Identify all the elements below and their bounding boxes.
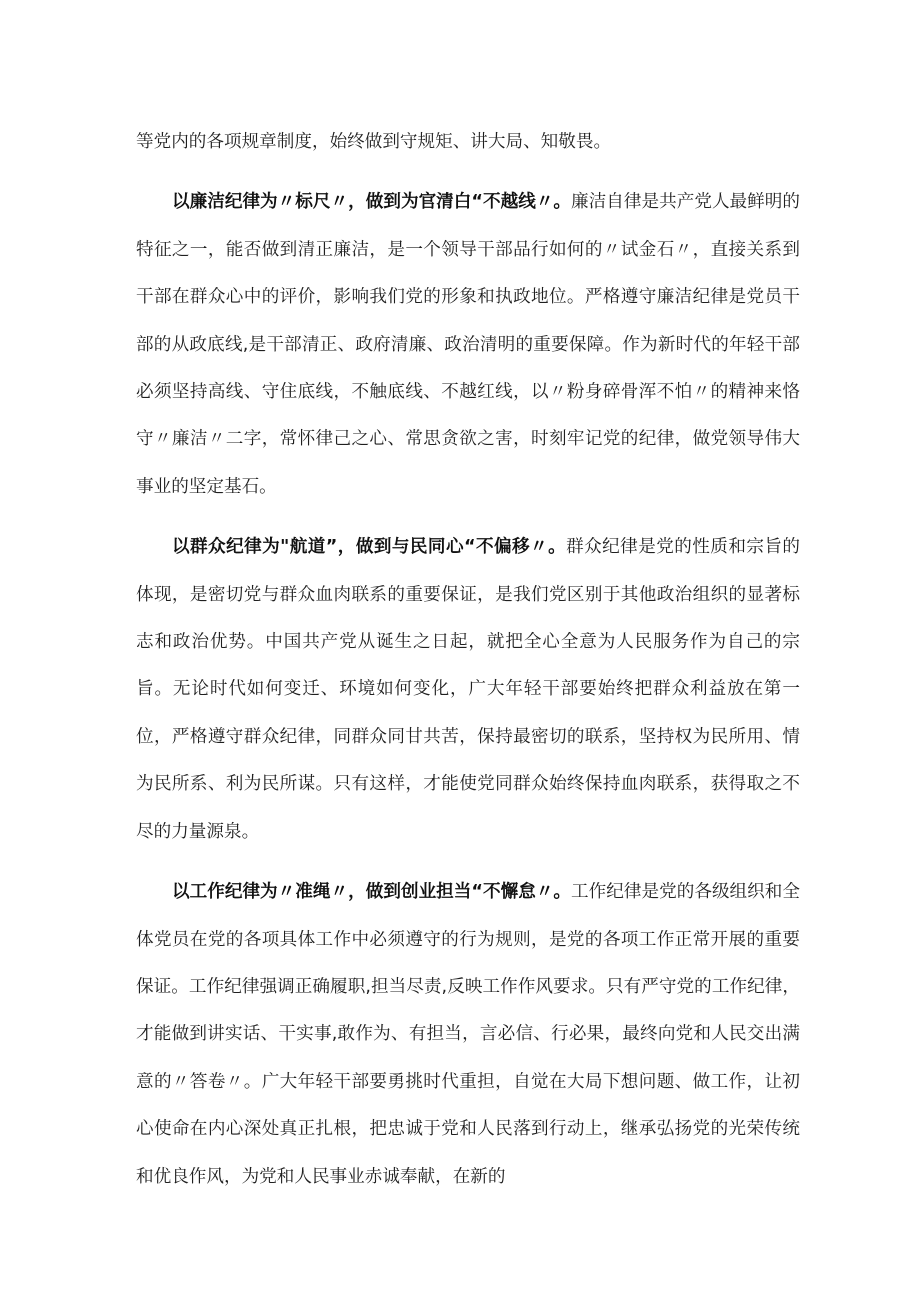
paragraph-body: 廉洁自律是共产党人最鲜明的特征之一，能否做到清正廉洁，是一个领导干部品行如何的〃试金石〃，直接关系到干部在群众心中的评价，影响我们党的形象和执政地位。严格遵守廉洁纪律是党员干部的从政底线,是干部清正、政府清廉、政治清明的重要保障。作为新时代的年轻干部必须坚持高线、守住底线，不触底线、不越红线，以〃粉身碎骨浑不怕〃的精神来恪守〃廉洁〃二字，常怀律己之心、常思贪欲之害，时刻牢记党的纪律，做党领导伟大事业的坚定基石。 bbox=[136, 192, 800, 497]
paragraph-body: 工作纪律是党的各级组织和全体党员在党的各项具体工作中必须遵守的行为规则，是党的各项工作正常开展的重要保证。工作纪律强调正确履职,担当尽责,反映工作作风要求。只有严守党的工作纪律，才能做到讲实话、干实事,敢作为、有担当，言必信、行必果，最终向党和人民交出满意的〃答卷〃。广大年轻干部要勇挑时代重担，自觉在大局下想问题、做工作，让初心使命在内心深处真正扎根，把忠诚于党和人民落到行动上，继承弘扬党的光荣传统和优良作风，为党和人民事业赤诚奉献，在新的 bbox=[136, 882, 800, 1187]
paragraph-integrity-discipline bbox=[136, 179, 800, 511]
paragraph-body: 群众纪律是党的性质和宗旨的体现，是密切党与群众血肉联系的重要保证，是我们党区别于其他政治组织的显著标志和政治优势。中国共产党从诞生之日起，就把全心全意为人民服务作为自己的宗旨。无论时代如何变迁、环境如何变化，广大年轻干部要始终把群众利益放在第一位，严格遵守群众纪律，同群众同甘共苦，保持最密切的联系，坚持权为民所用、情为民所系、利为民所谋。只有这样，才能使党同群众始终保持血肉联系，获得取之不尽的力量源泉。 bbox=[136, 537, 800, 842]
paragraph-body: 等党内的各项规章制度，始终做到守规矩、讲大局、知敬畏。 bbox=[136, 132, 612, 152]
paragraph-heading: 以廉洁纪律为〃标尺〃，做到为官清白“不越线〃。 bbox=[172, 192, 572, 213]
paragraph-work-discipline bbox=[136, 869, 800, 1201]
paragraph-intro-continuation bbox=[136, 119, 800, 166]
paragraph-heading: 以群众纪律为"航道”，做到与民同心“不偏移〃。 bbox=[172, 537, 567, 558]
paragraph-heading: 以工作纪律为〃准绳〃，做到创业担当“不懈怠〃。 bbox=[172, 882, 572, 903]
document-body bbox=[136, 119, 800, 1214]
paragraph-mass-discipline bbox=[136, 524, 800, 856]
